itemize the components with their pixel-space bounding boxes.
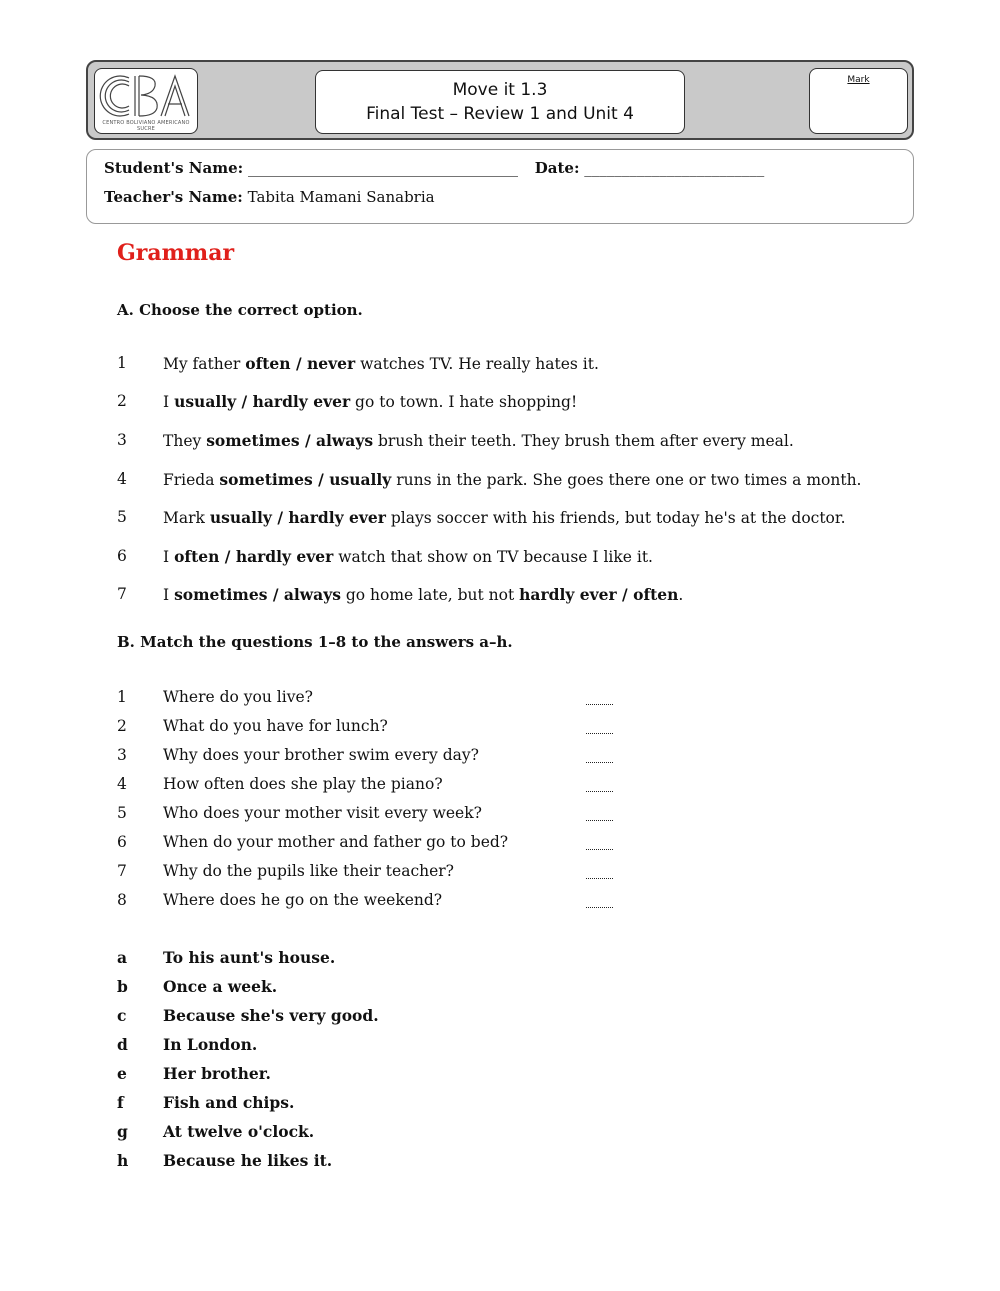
question-text	[163, 547, 653, 566]
question-number: 2	[117, 392, 127, 410]
answer-options[interactable]: hardly ever / often	[519, 585, 679, 604]
answer-text: At twelve o'clock.	[163, 1122, 315, 1141]
cba-logo-icon	[99, 70, 193, 122]
question-text	[163, 470, 862, 489]
sentence-fragment: .	[678, 586, 684, 604]
answer-text: Fish and chips.	[163, 1093, 295, 1112]
school-logo	[94, 68, 198, 134]
answer-options[interactable]: often / hardly ever	[174, 547, 334, 566]
student-name-label: Student's Name:	[104, 159, 244, 177]
answer-blank[interactable]	[586, 752, 613, 763]
sentence-fragment: I	[163, 586, 175, 604]
answer-blank[interactable]	[586, 897, 613, 908]
test-title	[315, 70, 685, 134]
answer-letter: b	[117, 977, 128, 996]
question-number: 5	[117, 804, 127, 822]
sentence-fragment: watch that show on TV because I like it.	[333, 548, 653, 566]
question-text: What do you have for lunch?	[163, 717, 388, 735]
mark-box[interactable]	[809, 68, 908, 134]
logo-caption: CENTRO BOLIVIANO AMERICANO SUCRE	[102, 120, 190, 132]
sentence-fragment: I	[163, 548, 175, 566]
student-info-box	[86, 149, 914, 224]
question-text: How often does she play the piano?	[163, 775, 443, 793]
answer-letter: a	[117, 948, 128, 967]
sentence-fragment: go home late, but not	[340, 586, 520, 604]
sentence-fragment: go to town. I hate shopping!	[350, 393, 578, 411]
sentence-fragment: runs in the park. She goes there one or two times a month.	[391, 471, 862, 489]
answer-options[interactable]: sometimes / always	[174, 585, 341, 604]
question-text	[163, 392, 577, 411]
answer-letter: g	[117, 1122, 128, 1141]
answer-blank[interactable]	[586, 839, 613, 850]
answer-blank[interactable]	[586, 781, 613, 792]
answer-options[interactable]: usually / hardly ever	[209, 508, 386, 527]
question-number: 6	[117, 547, 127, 565]
date-label: Date:	[534, 159, 580, 177]
student-name-blank[interactable]: ____________________________________	[247, 159, 518, 177]
answer-letter: e	[117, 1064, 127, 1083]
teacher-name-label: Teacher's Name:	[104, 188, 243, 206]
answer-text: To his aunt's house.	[163, 948, 336, 967]
question-text: Why do the pupils like their teacher?	[163, 862, 454, 880]
mark-label: Mark	[847, 75, 870, 85]
answer-options[interactable]: often / never	[245, 354, 356, 373]
question-text: Where does he go on the weekend?	[163, 891, 443, 909]
sentence-fragment: I	[163, 393, 175, 411]
answer-options[interactable]: sometimes / always	[206, 431, 374, 450]
question-number: 4	[117, 775, 127, 793]
sentence-fragment: They	[163, 432, 207, 450]
sentence-fragment: Frieda	[163, 471, 220, 489]
question-number: 4	[117, 470, 127, 488]
sentence-fragment: watches TV. He really hates it.	[355, 355, 599, 373]
question-number: 1	[117, 688, 127, 706]
question-text	[163, 431, 794, 450]
answer-options[interactable]: usually / hardly ever	[174, 392, 351, 411]
question-number: 3	[117, 746, 127, 764]
question-text: Why does your brother swim every day?	[163, 746, 479, 764]
question-number: 6	[117, 833, 127, 851]
header-banner	[86, 60, 914, 140]
answer-letter: f	[117, 1093, 124, 1112]
question-text	[163, 585, 683, 604]
answer-blank[interactable]	[586, 694, 613, 705]
answer-text: In London.	[163, 1035, 258, 1054]
answer-letter: c	[117, 1006, 127, 1025]
date-blank[interactable]: ________________________	[584, 159, 765, 177]
answer-blank[interactable]	[586, 723, 613, 734]
answer-text: Her brother.	[163, 1064, 271, 1083]
question-text: Who does your mother visit every week?	[163, 804, 482, 822]
question-text: Where do you live?	[163, 688, 313, 706]
answer-blank[interactable]	[586, 868, 613, 879]
answer-letter: h	[117, 1151, 129, 1170]
answer-letter: d	[117, 1035, 128, 1054]
question-number: 7	[117, 862, 127, 880]
sentence-fragment: My father	[163, 355, 246, 373]
answer-text: Once a week.	[163, 977, 278, 996]
question-number: 8	[117, 891, 127, 909]
question-number: 3	[117, 431, 127, 449]
part-a-instruction: A. Choose the correct option.	[117, 301, 363, 319]
answer-text: Because she's very good.	[163, 1006, 379, 1025]
answer-blank[interactable]	[586, 810, 613, 821]
section-title: Grammar	[117, 240, 235, 266]
title-line-2: Final Test – Review 1 and Unit 4	[366, 104, 634, 124]
answer-text: Because he likes it.	[163, 1151, 333, 1170]
student-name-line[interactable]	[104, 159, 764, 177]
sentence-fragment: Mark	[163, 509, 210, 527]
question-number: 5	[117, 508, 127, 526]
svg-text:CBA: CBA	[143, 102, 149, 104]
title-line-1: Move it 1.3	[452, 80, 548, 100]
sentence-fragment: plays soccer with his friends, but today he's at the doctor.	[385, 509, 846, 527]
question-number: 7	[117, 585, 127, 603]
teacher-name: Tabita Mamani Sanabria	[247, 188, 435, 206]
question-number: 1	[117, 354, 127, 372]
question-text	[163, 508, 846, 527]
teacher-name-line	[104, 188, 435, 206]
question-text	[163, 354, 599, 373]
part-b-instruction: B. Match the questions 1–8 to the answers a–h.	[117, 633, 513, 651]
question-text: When do your mother and father go to bed?	[163, 833, 509, 851]
answer-options[interactable]: sometimes / usually	[219, 470, 392, 489]
sentence-fragment: brush their teeth. They brush them after every meal.	[373, 432, 794, 450]
question-number: 2	[117, 717, 127, 735]
